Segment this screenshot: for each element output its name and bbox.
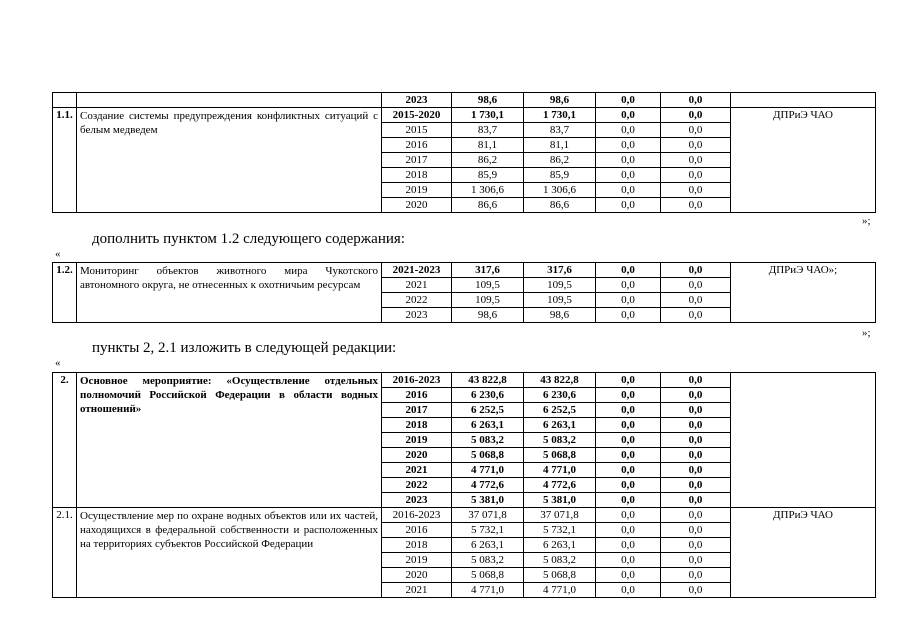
value-cell: 81,1 (452, 138, 524, 153)
year-cell: 2016-2023 (382, 373, 452, 388)
value-cell: 86,2 (452, 153, 524, 168)
value-cell: 0,0 (661, 463, 731, 478)
value-cell: 0,0 (596, 463, 661, 478)
opening-quote: « (55, 248, 61, 260)
value-cell: 0,0 (661, 183, 731, 198)
instruction-paragraph: дополнить пунктом 1.2 следующего содержания: (92, 231, 405, 247)
year-cell: 2023 (382, 493, 452, 508)
year-cell: 2018 (382, 538, 452, 553)
value-cell: 0,0 (661, 568, 731, 583)
year-cell: 2022 (382, 478, 452, 493)
year-cell: 2023 (382, 93, 452, 108)
value-cell: 0,0 (661, 388, 731, 403)
value-cell: 86,2 (524, 153, 596, 168)
value-cell: 5 068,8 (524, 568, 596, 583)
value-cell: 317,6 (452, 263, 524, 278)
item-description: Осуществление мер по охране водных объектов или их частей, находящихся в федеральной собственности и расположенных на территориях субъектов Российской Федерации (77, 508, 382, 598)
value-cell: 0,0 (596, 108, 661, 123)
closing-quote: »; (862, 327, 871, 339)
item-number: 1.2. (53, 263, 77, 323)
value-cell: 6 263,1 (524, 538, 596, 553)
table-row (53, 373, 876, 388)
value-cell: 5 068,8 (452, 568, 524, 583)
value-cell: 0,0 (596, 183, 661, 198)
value-cell: 0,0 (661, 478, 731, 493)
value-cell: 5 381,0 (524, 493, 596, 508)
value-cell: 0,0 (596, 418, 661, 433)
value-cell: 4 772,6 (452, 478, 524, 493)
value-cell: 0,0 (596, 403, 661, 418)
item-description: Мониторинг объектов животного мира Чукотского автономного округа, не отнесенных к охотничьим ресурсам (77, 263, 382, 323)
year-cell: 2020 (382, 198, 452, 213)
year-cell: 2017 (382, 153, 452, 168)
value-cell: 0,0 (596, 263, 661, 278)
value-cell: 6 263,1 (452, 418, 524, 433)
value-cell: 109,5 (524, 278, 596, 293)
value-cell: 4 771,0 (524, 463, 596, 478)
value-cell: 0,0 (661, 583, 731, 598)
value-cell: 0,0 (661, 508, 731, 523)
closing-quote: »; (862, 215, 871, 227)
year-cell: 2021-2023 (382, 263, 452, 278)
value-cell: 0,0 (661, 123, 731, 138)
table-row (53, 263, 876, 278)
item-number: 2.1. (53, 508, 77, 598)
value-cell: 0,0 (596, 293, 661, 308)
value-cell: 83,7 (452, 123, 524, 138)
value-cell: 0,0 (596, 493, 661, 508)
value-cell: 6 263,1 (452, 538, 524, 553)
value-cell: 0,0 (596, 198, 661, 213)
value-cell: 0,0 (596, 433, 661, 448)
value-cell: 0,0 (661, 418, 731, 433)
value-cell: 0,0 (596, 538, 661, 553)
year-cell: 2022 (382, 293, 452, 308)
year-cell: 2021 (382, 463, 452, 478)
table-item-2 (52, 372, 876, 598)
value-cell: 5 068,8 (524, 448, 596, 463)
value-cell: 98,6 (452, 308, 524, 323)
value-cell: 0,0 (661, 278, 731, 293)
value-cell: 5 068,8 (452, 448, 524, 463)
year-cell: 2017 (382, 403, 452, 418)
value-cell: 83,7 (524, 123, 596, 138)
value-cell: 5 732,1 (524, 523, 596, 538)
responsible-executor: ДПРиЭ ЧАО (731, 108, 876, 213)
year-cell: 2016-2023 (382, 508, 452, 523)
year-cell: 2020 (382, 448, 452, 463)
value-cell: 317,6 (524, 263, 596, 278)
value-cell: 0,0 (596, 123, 661, 138)
year-cell: 2019 (382, 553, 452, 568)
year-cell: 2019 (382, 433, 452, 448)
table-row (53, 508, 876, 523)
value-cell: 37 071,8 (524, 508, 596, 523)
value-cell: 98,6 (524, 93, 596, 108)
value-cell: 0,0 (596, 138, 661, 153)
value-cell: 0,0 (661, 308, 731, 323)
value-cell: 109,5 (524, 293, 596, 308)
table-row (53, 108, 876, 123)
value-cell: 6 252,5 (524, 403, 596, 418)
value-cell: 5 732,1 (452, 523, 524, 538)
year-cell: 2015 (382, 123, 452, 138)
value-cell: 0,0 (596, 583, 661, 598)
value-cell: 0,0 (596, 478, 661, 493)
value-cell: 86,6 (524, 198, 596, 213)
value-cell: 85,9 (524, 168, 596, 183)
value-cell: 0,0 (596, 508, 661, 523)
value-cell: 0,0 (661, 403, 731, 418)
value-cell: 0,0 (596, 278, 661, 293)
instruction-paragraph: пункты 2, 2.1 изложить в следующей редакции: (92, 340, 397, 356)
value-cell: 86,6 (452, 198, 524, 213)
value-cell: 1 306,6 (452, 183, 524, 198)
item-description: Создание системы предупреждения конфликтных ситуаций с белым медведем (77, 108, 382, 213)
value-cell: 0,0 (596, 168, 661, 183)
value-cell: 0,0 (661, 538, 731, 553)
value-cell: 85,9 (452, 168, 524, 183)
responsible-executor: ДПРиЭ ЧАО»; (731, 263, 876, 323)
value-cell: 0,0 (661, 493, 731, 508)
value-cell: 0,0 (661, 198, 731, 213)
value-cell: 109,5 (452, 293, 524, 308)
value-cell: 4 771,0 (452, 583, 524, 598)
year-cell: 2018 (382, 418, 452, 433)
value-cell: 0,0 (661, 138, 731, 153)
year-cell: 2023 (382, 308, 452, 323)
value-cell: 0,0 (596, 448, 661, 463)
year-cell: 2019 (382, 183, 452, 198)
value-cell: 1 306,6 (524, 183, 596, 198)
value-cell: 98,6 (452, 93, 524, 108)
value-cell: 6 252,5 (452, 403, 524, 418)
value-cell: 0,0 (661, 448, 731, 463)
value-cell: 0,0 (661, 523, 731, 538)
value-cell: 5 083,2 (524, 553, 596, 568)
value-cell: 6 230,6 (524, 388, 596, 403)
value-cell: 81,1 (524, 138, 596, 153)
value-cell: 1 730,1 (452, 108, 524, 123)
year-cell: 2021 (382, 278, 452, 293)
value-cell: 0,0 (596, 373, 661, 388)
table-item-1-2 (52, 262, 876, 323)
item-number: 2. (53, 373, 77, 508)
value-cell: 43 822,8 (524, 373, 596, 388)
value-cell: 5 083,2 (452, 553, 524, 568)
year-cell: 2018 (382, 168, 452, 183)
item-number: 1.1. (53, 108, 77, 213)
year-cell: 2016 (382, 388, 452, 403)
value-cell: 5 083,2 (524, 433, 596, 448)
year-cell: 2020 (382, 568, 452, 583)
value-cell: 1 730,1 (524, 108, 596, 123)
year-cell: 2021 (382, 583, 452, 598)
value-cell: 0,0 (661, 108, 731, 123)
value-cell: 37 071,8 (452, 508, 524, 523)
opening-quote: « (55, 357, 61, 369)
value-cell: 109,5 (452, 278, 524, 293)
value-cell: 0,0 (661, 263, 731, 278)
value-cell: 0,0 (661, 553, 731, 568)
value-cell: 0,0 (661, 373, 731, 388)
value-cell: 4 771,0 (452, 463, 524, 478)
value-cell: 0,0 (596, 523, 661, 538)
value-cell: 6 230,6 (452, 388, 524, 403)
value-cell: 0,0 (661, 293, 731, 308)
value-cell: 0,0 (596, 308, 661, 323)
value-cell: 6 263,1 (524, 418, 596, 433)
value-cell: 0,0 (596, 553, 661, 568)
value-cell: 4 771,0 (524, 583, 596, 598)
item-description: Основное мероприятие: «Осуществление отдельных полномочий Российской Федерации в области водных отношений» (77, 373, 382, 508)
value-cell: 4 772,6 (524, 478, 596, 493)
table-item-1-1 (52, 92, 876, 213)
year-cell: 2016 (382, 523, 452, 538)
value-cell: 0,0 (661, 153, 731, 168)
table-row-continuation (53, 93, 876, 108)
year-cell: 2016 (382, 138, 452, 153)
responsible-executor: ДПРиЭ ЧАО (731, 508, 876, 598)
value-cell: 0,0 (596, 153, 661, 168)
responsible-executor (731, 373, 876, 508)
value-cell: 0,0 (596, 388, 661, 403)
value-cell: 0,0 (596, 93, 661, 108)
value-cell: 0,0 (661, 433, 731, 448)
value-cell: 0,0 (596, 568, 661, 583)
value-cell: 43 822,8 (452, 373, 524, 388)
value-cell: 5 083,2 (452, 433, 524, 448)
value-cell: 0,0 (661, 168, 731, 183)
year-cell: 2015-2020 (382, 108, 452, 123)
value-cell: 0,0 (661, 93, 731, 108)
value-cell: 5 381,0 (452, 493, 524, 508)
value-cell: 98,6 (524, 308, 596, 323)
